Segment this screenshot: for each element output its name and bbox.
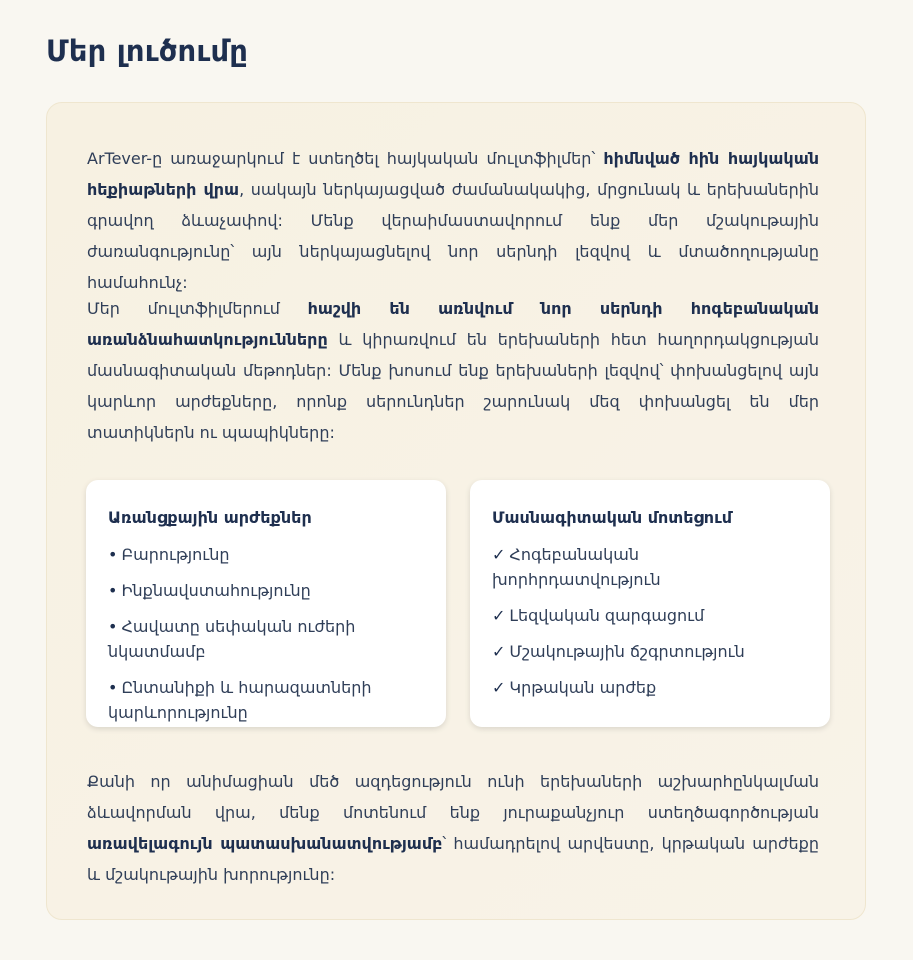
list-item: [492, 675, 808, 700]
check-icon: ✓: [492, 545, 506, 564]
check-icon: ✓: [492, 606, 506, 625]
text: Քանի որ անիմացիան մեծ ազդեցություն ունի երեխաների աշխարհընկալման ձևավորման վրա, մենք մոտենում ենք յուրաքանչյուր ստեղծագործության: [87, 772, 819, 822]
list-item: [492, 639, 808, 664]
list-item: [492, 542, 808, 592]
check-icon: ✓: [492, 642, 506, 661]
list-item: [108, 542, 424, 567]
core-values-card: [86, 480, 446, 727]
text: և կիրառվում են երեխաների հետ հաղորդակցության մասնագիտական մեթոդներ: Մենք խոսում ենք երեխաների լեզվով՝ փոխանցելով այն կարևոր արժեքները, որոնք սերունդներ շարունակ մեզ փոխանցել են մեր տատիկներն ու պապիկները:: [87, 330, 819, 442]
emphasis: հիմնված հին հայկական հեքիաթների վրա: [87, 149, 819, 199]
intro-paragraph: [87, 143, 819, 298]
emphasis: հաշվի են առնվում նոր սերնդի հոգեբանական առանձնահատկությունները: [87, 299, 820, 349]
emphasis: առավելագույն պատասխանատվությամբ: [87, 834, 443, 853]
text: ՝ համադրելով արվեստը, կրթական արժեքը և մշակութային խորությունը:: [87, 834, 820, 884]
list-item: [108, 578, 424, 603]
item-label: Կրթական արժեք: [509, 678, 657, 697]
bullet-icon: •: [108, 581, 118, 600]
item-label: Բարությունը: [121, 545, 230, 564]
item-label: Լեզվական զարգացում: [509, 606, 705, 625]
text: Մեր մուլտֆիլմերում: [87, 299, 308, 318]
responsibility-paragraph: [87, 766, 819, 890]
text: ArTever-ը առաջարկում է ստեղծել հայկական մուլտֆիլմեր՝: [87, 149, 604, 168]
bullet-icon: •: [108, 545, 118, 564]
item-label: Ընտանիքի և հարազատների կարևորությունը: [108, 678, 372, 722]
item-label: Մշակութային ճշգրտություն: [509, 642, 745, 661]
check-icon: ✓: [492, 678, 506, 697]
text: , սակայն ներկայացված ժամանակակից, մրցունակ և երեխաներին գրավող ձևաչափով: Մենք վերաիմաստավորում ենք մեր մշակութային ժառանգությունը՝ այն ներկայացնելով նոր սերնդի լեզվով և մտածողությանը համահունչ:: [87, 180, 819, 292]
list-item: [492, 603, 808, 628]
professional-approach-card: [470, 480, 830, 727]
approach-paragraph: [87, 293, 819, 448]
card-title: Առանցքային արժեքներ: [108, 508, 312, 527]
list-item: [108, 675, 424, 725]
page-title: Մեր լուծումը: [46, 34, 249, 68]
solution-panel: [46, 102, 866, 920]
item-label: Հավատը սեփական ուժերի նկատմամբ: [108, 617, 356, 661]
bullet-icon: •: [108, 678, 118, 697]
item-label: Ինքնավստահությունը: [121, 581, 311, 600]
card-title: Մասնագիտական մոտեցում: [492, 508, 733, 527]
item-label: Հոգեբանական խորհրդատվություն: [492, 545, 661, 589]
list-item: [108, 614, 424, 664]
bullet-icon: •: [108, 617, 118, 636]
